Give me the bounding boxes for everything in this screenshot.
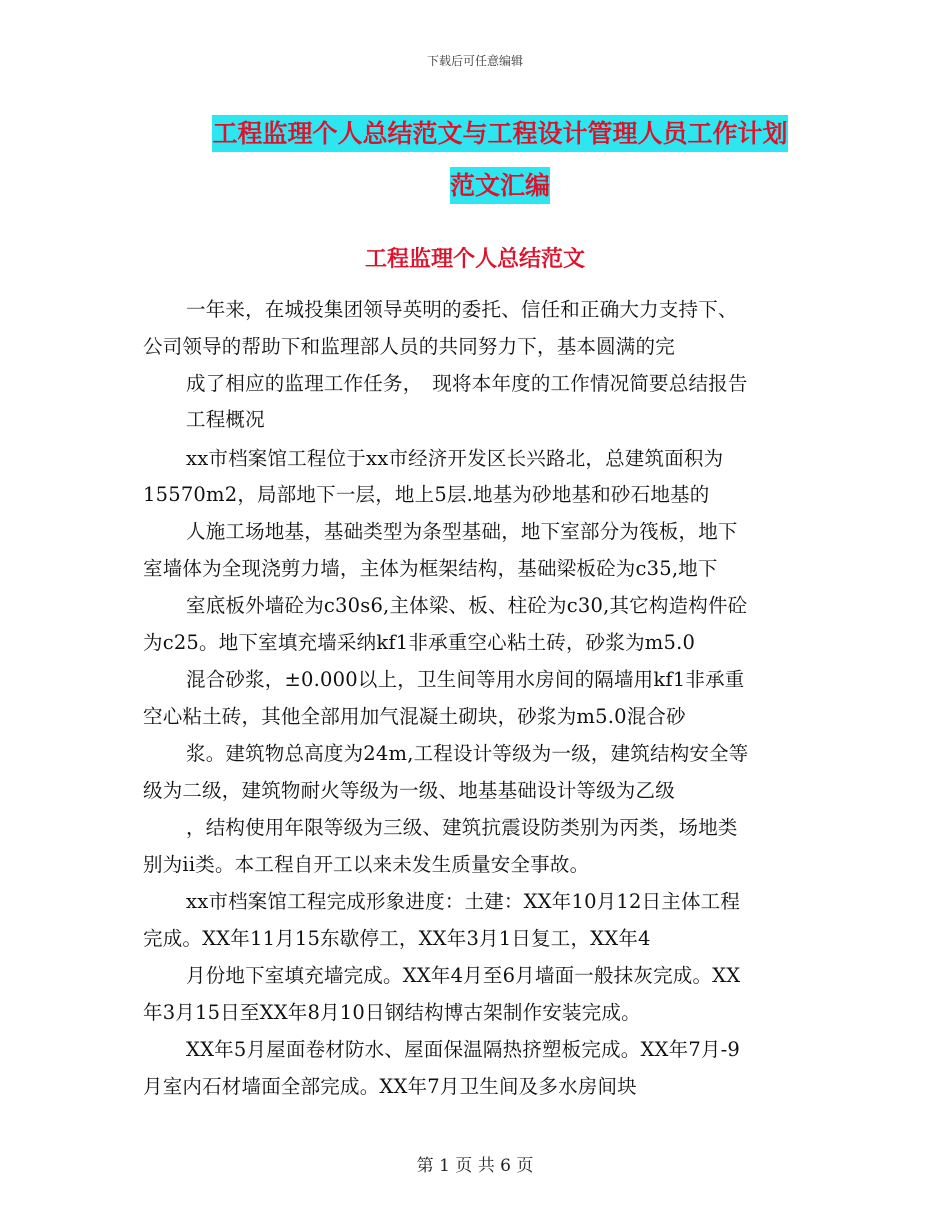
text-line: 为c25。地下室填充墙采纳kf1非承重空心粘土砖，砂浆为m5.0 [143,631,696,654]
text-line: 公司领导的帮助下和监理部人员的共同努力下，基本圆满的完 [143,335,675,358]
text-line: 级为二级，建筑物耐火等级为一级、地基基础设计等级为乙级 [143,779,675,802]
text-line: 浆。建筑物总高度为24m,工程设计等级为一级，建筑结构安全等 [186,742,749,765]
text-line: 年3月15日至XX年8月10日钢结构博古架制作安装完成。 [143,1001,641,1024]
text-line: 空心粘土砖，其他全部用加气混凝土砌块，砂浆为m5.0混合砂 [143,705,686,728]
text-line: 工程概况 [186,408,265,431]
page-header-note: 下载后可任意编辑 [426,54,523,68]
page-number: 第 1 页 共 6 页 [416,1156,534,1176]
document-title [190,108,810,212]
text-line: 别为ii类。本工程自开工以来未发生质量安全事故。 [143,853,590,876]
text-line: 人施工场地基，基础类型为条型基础，地下室部分为筏板，地下 [186,520,738,543]
text-line: 完成。XX年11月15东歇停工，XX年3月1日复工，XX年4 [143,927,651,950]
text-line: 一年来，在城投集团领导英明的委托、信任和正确大力支持下、 [186,298,738,321]
text-line: xx市档案馆工程完成形象进度：土建：XX年10月12日主体工程 [186,890,741,913]
text-line: 混合砂浆，±0.000以上，卫生间等用水房间的隔墙用kf1非承重 [186,668,745,691]
text-line: xx市档案馆工程位于xx市经济开发区长兴路北，总建筑面积为 [186,447,724,470]
text-line: 15570m2，局部地下一层，地上5层.地基为砂地基和砂石地基的 [143,483,710,506]
text-line: 成了相应的监理工作任务， 现将本年度的工作情况简要总结报告 [186,372,748,395]
document-title-line-2: 范文汇编 [450,167,550,204]
document-title-line-1: 工程监理个人总结范文与工程设计管理人员工作计划 [212,115,787,152]
text-line: 月份地下室填充墙完成。XX年4月至6月墙面一般抹灰完成。XX [186,964,741,987]
section-title: 工程监理个人总结范文 [364,246,585,272]
text-line: XX年5月屋面卷材防水、屋面保温隔热挤塑板完成。XX年7月-9 [186,1038,741,1061]
text-line: ，结构使用年限等级为三级、建筑抗震设防类别为丙类，场地类 [186,816,738,839]
text-line: 月室内石材墙面全部完成。XX年7月卫生间及多水房间块 [143,1075,637,1098]
text-line: 室底板外墙砼为c30s6,主体梁、板、柱砼为c30,其它构造构件砼 [186,594,748,617]
text-line: 室墙体为全现浇剪力墙，主体为框架结构，基础梁板砼为c35,地下 [143,557,718,580]
